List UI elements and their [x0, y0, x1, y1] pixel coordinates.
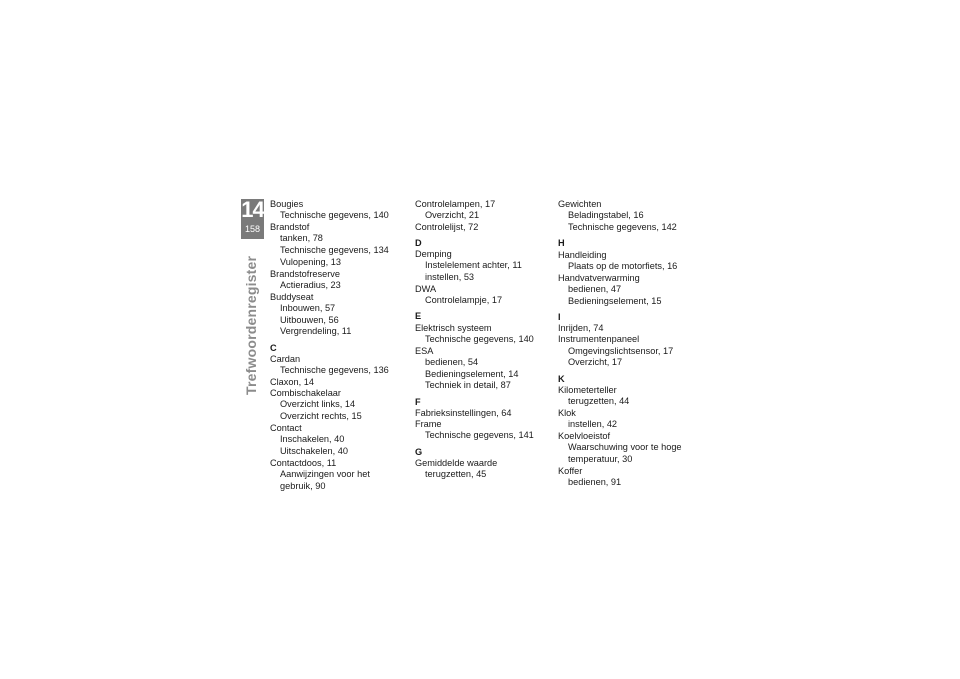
index-entry: Gewichten — [558, 199, 602, 209]
index-entry: Koelvloeistof — [558, 430, 611, 441]
index-subentry: bedienen, 91 — [568, 476, 622, 487]
index-entry: Combischakelaar — [270, 388, 341, 399]
page-number: 158 — [244, 224, 261, 234]
index-entry: Claxon, 14 — [270, 376, 314, 387]
index-entry: Frame — [415, 419, 442, 430]
index-letter-heading: G — [415, 446, 423, 457]
index-entry: Handleiding — [558, 249, 607, 260]
index-entry: Instrumentenpaneel — [558, 334, 640, 345]
index-subentry: Technische gegevens, 142 — [568, 222, 677, 232]
index-subentry: Actieradius, 23 — [280, 279, 341, 290]
index-subentry: terugzetten, 45 — [425, 469, 487, 480]
index-subentry: Overzicht links, 14 — [280, 399, 356, 410]
index-entry: Gemiddelde waarde — [415, 457, 498, 468]
index-subentry: Overzicht rechts, 15 — [280, 411, 362, 422]
index-subentry: Controlelampje, 17 — [425, 295, 503, 305]
index-subentry: Technische gegevens, 136 — [280, 365, 389, 376]
index-subentry: Vulopening, 13 — [280, 256, 341, 267]
index-entry: Elektrisch systeem — [415, 322, 492, 333]
index-subentry: Plaats op de motorfiets, 16 — [568, 260, 678, 271]
index-entry: Handvatverwarming — [558, 272, 640, 283]
index-subentry: Inbouwen, 57 — [280, 302, 336, 313]
index-entry: Koffer — [558, 465, 583, 476]
index-entry: Buddyseat — [270, 291, 314, 302]
index-entry: Kilometerteller — [558, 384, 617, 395]
chapter-number: 14 — [241, 197, 264, 222]
index-subentry: bedienen, 47 — [568, 283, 622, 294]
index-subentry: Waarschuwing voor te hoge — [568, 442, 682, 453]
index-entry: Fabrieksinstellingen, 64 — [415, 407, 512, 418]
index-subentry: Uitschakelen, 40 — [280, 445, 348, 456]
index-subentry: Bedieningselement, 15 — [568, 295, 662, 306]
index-subentry: Vergrendeling, 11 — [280, 326, 352, 337]
index-entry: DWA — [415, 283, 437, 294]
index-subentry: tanken, 78 — [280, 233, 323, 244]
index-letter-heading: F — [415, 396, 421, 407]
index-subentry: Bedieningselement, 14 — [425, 368, 519, 379]
index-subentry: Inschakelen, 40 — [280, 434, 345, 445]
index-subentry: instellen, 53 — [425, 272, 475, 282]
index-entry: Controlelijst, 72 — [415, 222, 479, 232]
index-entry: Controlelampen, 17 — [415, 199, 496, 209]
index-subentry: Technische gegevens, 140 — [280, 210, 389, 221]
index-entry: Cardan — [270, 353, 301, 364]
index-subentry: Instelelement achter, 11 — [425, 260, 522, 271]
index-subentry: temperatuur, 30 — [568, 453, 633, 464]
index-subentry: bedienen, 54 — [425, 356, 479, 367]
index-entry: Bougies — [270, 199, 304, 209]
section-title: Trefwoordenregister — [243, 255, 259, 395]
index-subentry: terugzetten, 44 — [568, 396, 630, 407]
index-entry: Inrijden, 74 — [558, 323, 604, 334]
index-letter-heading: E — [415, 311, 422, 322]
index-entry: ESA — [415, 345, 434, 356]
index-letter-heading: K — [558, 373, 565, 384]
index-entry: Demping — [415, 249, 452, 259]
index-entry: Brandstofreserve — [270, 268, 340, 279]
index-entry: Brandstof — [270, 222, 310, 232]
index-subentry: Technische gegevens, 140 — [425, 333, 534, 344]
index-subentry: Overzicht, 17 — [568, 357, 623, 368]
index-letter-heading: C — [270, 342, 277, 353]
index-entry: Contactdoos, 11 — [270, 457, 337, 468]
index-subentry: Aanwijzingen voor het — [280, 468, 370, 479]
index-subentry: Overzicht, 21 — [425, 210, 480, 221]
index-subentry: instellen, 42 — [568, 419, 618, 430]
index-letter-heading: D — [415, 237, 422, 248]
index-entry: Contact — [270, 422, 302, 433]
index-subentry: Technische gegevens, 141 — [425, 430, 534, 441]
index-subentry: Techniek in detail, 87 — [425, 380, 511, 391]
index-letter-heading: I — [558, 311, 561, 322]
index-subentry: Omgevingslichtsensor, 17 — [568, 345, 674, 356]
index-column-3 — [558, 199, 698, 489]
index-column-2 — [415, 199, 555, 481]
index-subentry: Uitbouwen, 56 — [280, 314, 339, 325]
index-entry: Klok — [558, 407, 576, 418]
index-letter-heading: H — [558, 238, 565, 249]
index-subentry: Technische gegevens, 134 — [280, 245, 389, 255]
chapter-tab — [241, 199, 264, 239]
index-column-1 — [270, 199, 410, 493]
index-subentry: gebruik, 90 — [280, 480, 326, 491]
index-subentry: Beladingstabel, 16 — [568, 210, 644, 221]
